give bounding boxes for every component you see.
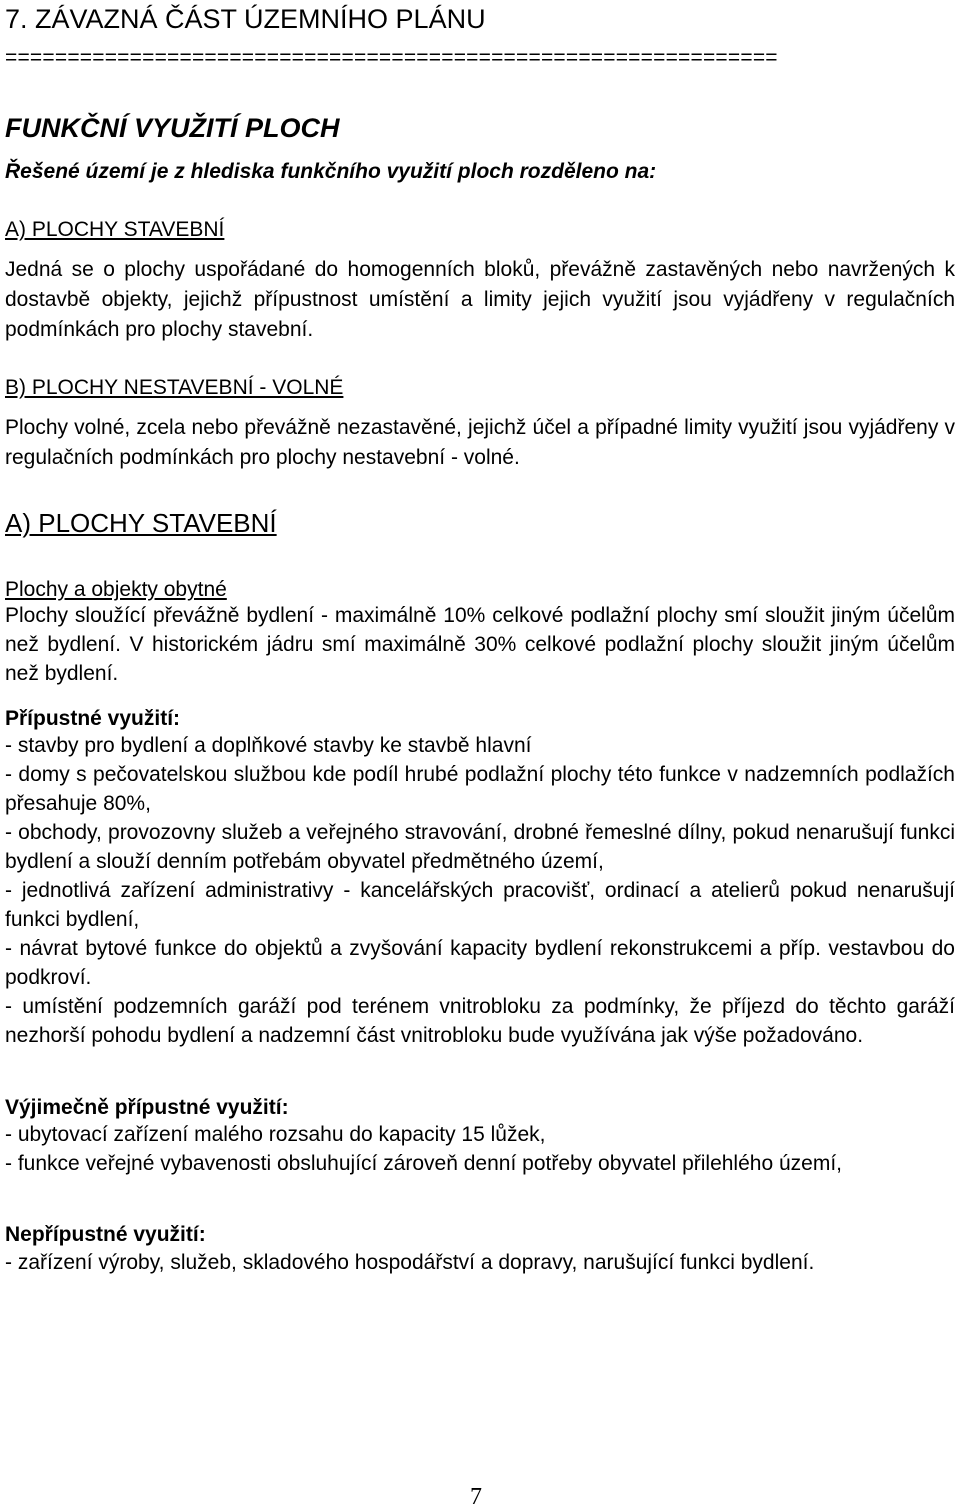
subsection-a-heading: A) PLOCHY STAVEBNÍ bbox=[5, 218, 225, 241]
obytne-heading: Plochy a objekty obytné bbox=[5, 578, 227, 601]
pripustne-heading: Přípustné využití: bbox=[5, 707, 181, 730]
subsection-b-heading: B) PLOCHY NESTAVEBNÍ - VOLNÉ bbox=[5, 376, 344, 399]
list-item: - ubytovací zařízení malého rozsahu do kapacity 15 lůžek, bbox=[5, 1123, 546, 1146]
page-number: 7 bbox=[470, 1484, 482, 1510]
list-item: - jednotlivá zařízení administrativy - kancelářských pracovišť, ordinací a atelierů pokud nenarušují funkci bydlení, bbox=[5, 879, 955, 931]
list-item: - návrat bytové funkce do objektů a zvyšování kapacity bydlení rekonstrukcemi a příp. vestavbou do podkroví. bbox=[5, 937, 955, 989]
pripustne-list bbox=[5, 731, 955, 1050]
subsection-a-text: Jedná se o plochy uspořádané do homogenních bloků, převážně zastavěných nebo navržených k dostavbě objekty, jejichž přípustnost umístění a limity jejich využití jsou vyjádřeny v regulačních podmínkách pro plochy stavební. bbox=[5, 258, 955, 341]
list-item: - zařízení výroby, služeb, skladového hospodářství a dopravy, narušující funkci bydlení. bbox=[5, 1251, 815, 1274]
chapter-heading: 7. ZÁVAZNÁ ČÁST ÚZEMNÍHO PLÁNU bbox=[5, 4, 486, 34]
intro-text: Řešené území je z hlediska funkčního využití ploch rozděleno na: bbox=[5, 160, 657, 183]
vyjimecne-list bbox=[5, 1120, 955, 1178]
nepripustne-heading: Nepřípustné využití: bbox=[5, 1223, 206, 1246]
section-title: FUNKČNÍ VYUŽITÍ PLOCH bbox=[5, 113, 340, 143]
nepripustne-list bbox=[5, 1248, 955, 1277]
vyjimecne-heading: Výjimečně přípustné využití: bbox=[5, 1096, 289, 1119]
list-item: - obchody, provozovny služeb a veřejného stravování, drobné řemeslné dílny, pokud nenarušují funkci bydlení a slouží denním potřebám obyvatel předmětného území, bbox=[5, 821, 955, 873]
obytne-text: Plochy sloužící převážně bydlení - maximálně 10% celkové podlažní plochy smí sloužit jiným účelům než bydlení. V historickém jádru smí maximálně 30% celkové podlažní plochy sloužit jiným účelům než bydlení. bbox=[5, 604, 955, 685]
list-item: - domy s pečovatelskou službou kde podíl hrubé podlažní plochy této funkce v nadzemních podlažích přesahuje 80%, bbox=[5, 763, 955, 815]
list-item: - umístění podzemních garáží pod terénem vnitrobloku za podmínky, že příjezd do těchto garáží nezhorší pohodu bydlení a nadzemní část vnitrobloku bude využívána jak výše požadováno. bbox=[5, 995, 955, 1047]
stavebni-heading: A) PLOCHY STAVEBNÍ bbox=[5, 508, 277, 538]
list-item: - stavby pro bydlení a doplňkové stavby ke stavbě hlavní bbox=[5, 734, 532, 757]
list-item: - funkce veřejné vybavenosti obsluhující zároveň denní potřeby obyvatel přilehlého území, bbox=[5, 1152, 842, 1175]
separator-rule: ============================================================== bbox=[5, 46, 778, 69]
subsection-b-text: Plochy volné, zcela nebo převážně nezastavěné, jejichž účel a případné limity využití jsou vyjádřeny v regulačních podmínkách pro plochy nestavební - volné. bbox=[5, 416, 955, 469]
